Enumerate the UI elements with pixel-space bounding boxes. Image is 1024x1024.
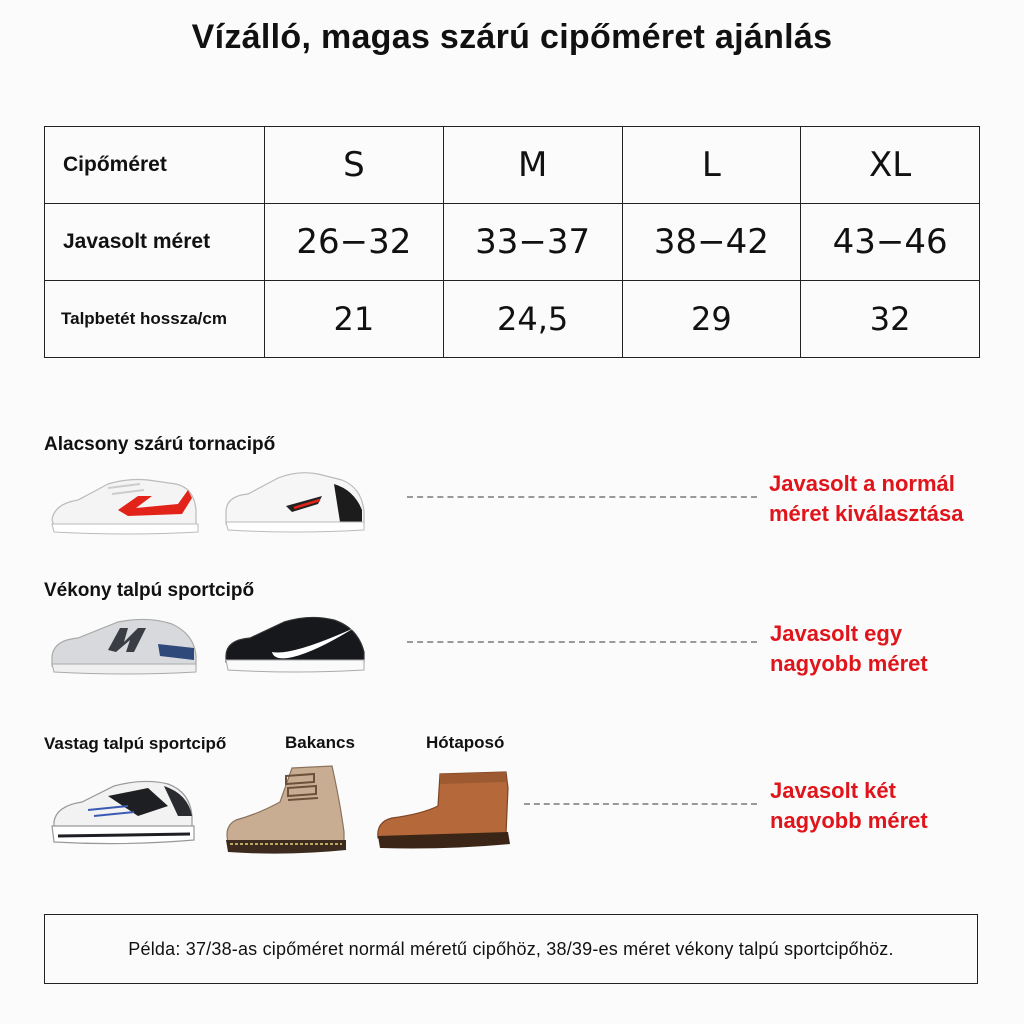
example-note-text: Példa: 37/38-as cipőméret normál méretű cipőhöz, 38/39-es méret vékony talpú sportcipőhöz. [128, 938, 894, 959]
row-label-size: Cipőméret [45, 127, 265, 204]
white-black-sneaker-icon [222, 466, 368, 536]
recommendation-text [769, 469, 963, 529]
divider-line [524, 803, 757, 805]
category-label: Bakancs [285, 733, 355, 752]
range-cell: 33−37 [443, 204, 622, 281]
range-cell: 43−46 [801, 204, 980, 281]
size-table [44, 126, 980, 358]
insole-cell: 29 [622, 281, 801, 358]
table-row-size [45, 127, 980, 204]
range-cell: 38−42 [622, 204, 801, 281]
table-row-recommended [45, 204, 980, 281]
category-label: Vastag talpú sportcipő [44, 734, 227, 753]
size-cell: XL [801, 127, 980, 204]
insole-cell: 32 [801, 281, 980, 358]
recommendation-text [770, 776, 928, 836]
example-note [44, 914, 978, 984]
divider-line [407, 496, 757, 498]
size-cell: L [622, 127, 801, 204]
table-row-insole [45, 281, 980, 358]
recommendation-line: nagyobb méret [770, 651, 928, 676]
red-stripe-sneaker-icon [48, 470, 200, 536]
recommendation-line: Javasolt a normál [769, 471, 955, 496]
black-running-shoe-icon [222, 612, 368, 678]
snow-boot-icon [374, 768, 516, 856]
recommendation-text [770, 619, 928, 679]
recommendation-line: méret kiválasztása [769, 501, 964, 526]
category-label: Vékony talpú sportcipő [44, 580, 255, 601]
recommendation-line: Javasolt egy [770, 621, 903, 646]
ankle-boot-icon [222, 762, 350, 858]
page-title: Vízálló, magas szárú cipőméret ajánlás [191, 18, 833, 56]
insole-cell: 24,5 [443, 281, 622, 358]
divider-line [407, 641, 757, 643]
size-cell: M [443, 127, 622, 204]
row-label-insole: Talpbetét hossza/cm [45, 281, 265, 358]
category-label: Alacsony szárú tornacipő [44, 434, 276, 455]
row-label-recommended: Javasolt méret [45, 204, 265, 281]
gray-running-shoe-icon [48, 614, 200, 678]
size-cell: S [265, 127, 444, 204]
category-label: Hótaposó [426, 733, 505, 752]
chunky-sneaker-icon [48, 776, 198, 852]
range-cell: 26−32 [265, 204, 444, 281]
recommendation-line: nagyobb méret [770, 808, 928, 833]
insole-cell: 21 [265, 281, 444, 358]
recommendation-line: Javasolt két [770, 778, 896, 803]
